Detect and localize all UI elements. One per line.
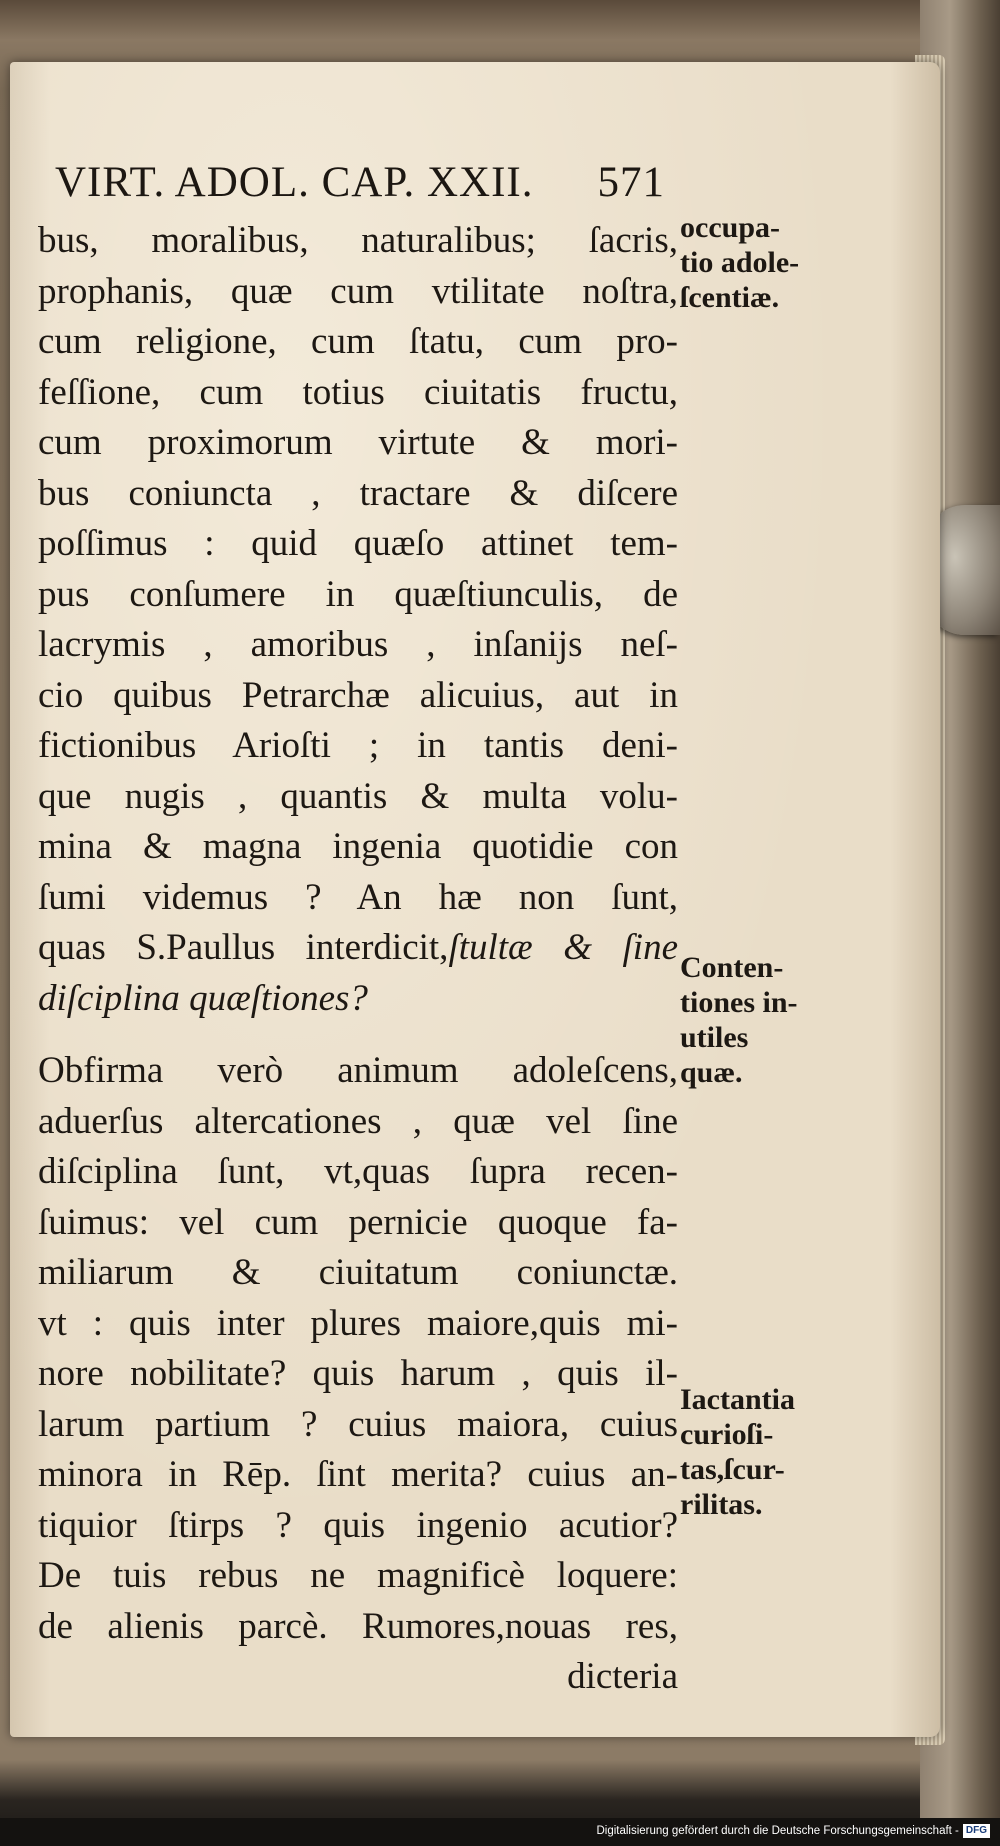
text-line: cum religione, cum ſtatu, cum pro- (38, 321, 678, 362)
paragraph-1 (38, 216, 678, 1024)
text-line: de alienis parcè. Rumores,nouas res, (38, 1605, 678, 1647)
marginal-note-line: tiones in- (680, 986, 798, 1019)
text-span: quas S.Paullus interdicit, (38, 927, 449, 968)
text-line: nore nobilitate? quis harum , quis il- (38, 1353, 678, 1394)
text-line: bus, moralibus, naturalibus; ſacris, (38, 220, 678, 261)
text-line: cio quibus Petrarchæ alicuius, aut in (38, 674, 678, 716)
text-line: feſſione, cum totius ciuitatis fructu, (38, 371, 678, 413)
text-line: tiquior ſtirps ? quis ingenio acutior? (38, 1504, 678, 1546)
marginal-note-line: Iactantia (680, 1383, 795, 1416)
text-line: diſciplina ſunt, vt,quas ſupra recen- (38, 1151, 678, 1192)
text-line: De tuis rebus ne magnificè loquere: (38, 1555, 678, 1596)
running-header (55, 158, 665, 216)
marginal-note-iactantia (680, 1382, 850, 1522)
text-line: ſumi videmus ? An hæ non ſunt, (38, 876, 678, 918)
text-line: Obfirma verò animum adoleſcens, (38, 1050, 678, 1091)
marginal-note-line: occupa- (680, 211, 780, 244)
main-text-block (38, 216, 678, 1703)
text-line-italic (38, 974, 678, 1025)
italic-quote: diſciplina quæſtiones? (38, 977, 368, 1019)
marginal-note-line: rilitas. (680, 1488, 763, 1521)
text-line: ſuimus: vel cum pernicie quoque fa- (38, 1201, 678, 1243)
text-line: aduerſus altercationes , quæ vel ſine (38, 1100, 678, 1142)
marginal-note-line: tas,ſcur- (680, 1453, 785, 1486)
text-line: prophanis, quæ cum vtilitate noſtra, (38, 270, 678, 312)
marginal-note-line: utiles (680, 1021, 749, 1054)
text-line: bus coniuncta , tractare & diſcere (38, 472, 678, 514)
text-line: larum partium ? cuius maiora, cuius (38, 1403, 678, 1445)
text-line: cum proximorum virtute & mori- (38, 422, 678, 463)
paragraph-gap (38, 1024, 678, 1046)
marginal-note-line: Conten- (680, 951, 784, 984)
text-line: pus conſumere in quæſtiunculis, de (38, 573, 678, 615)
text-line: vt : quis inter plures maiore,quis mi- (38, 1302, 678, 1344)
paragraph-2 (38, 1046, 678, 1703)
text-line-mixed (38, 923, 678, 974)
text-line: minora in Rēp. ſint merita? cuius an- (38, 1454, 678, 1495)
dfg-logo: DFG (963, 1824, 990, 1838)
running-title: VIRT. ADOL. CAP. XXII. (55, 159, 534, 206)
page-number: 571 (597, 159, 665, 206)
digitization-credit (596, 1824, 990, 1838)
credit-text: Digitalisierung gefördert durch die Deutsche Forschungsgemeinschaft - (596, 1825, 959, 1837)
marginal-note-line: ſcentiæ. (680, 281, 780, 314)
catchword: dicteria (567, 1656, 678, 1697)
marginal-note-occupatio (680, 210, 850, 315)
marginal-note-line: quæ. (680, 1056, 743, 1089)
text-line: que nugis , quantis & multa volu- (38, 775, 678, 817)
italic-quote: ſtultæ & ſine (448, 927, 678, 968)
marginal-note-line: curioſi- (680, 1418, 774, 1451)
text-line: poſſimus : quid quæſo attinet tem- (38, 523, 678, 564)
text-line: mina & magna ingenia quotidie con (38, 826, 678, 867)
marginal-note-contentiones (680, 950, 850, 1090)
text-line: fictionibus Arioſti ; in tantis deni- (38, 725, 678, 766)
marginal-note-line: tio adole- (680, 246, 800, 279)
text-line: lacrymis , amoribus , inſanijs neſ- (38, 624, 678, 665)
text-line: miliarum & ciuitatum coniunctæ. (38, 1252, 678, 1293)
